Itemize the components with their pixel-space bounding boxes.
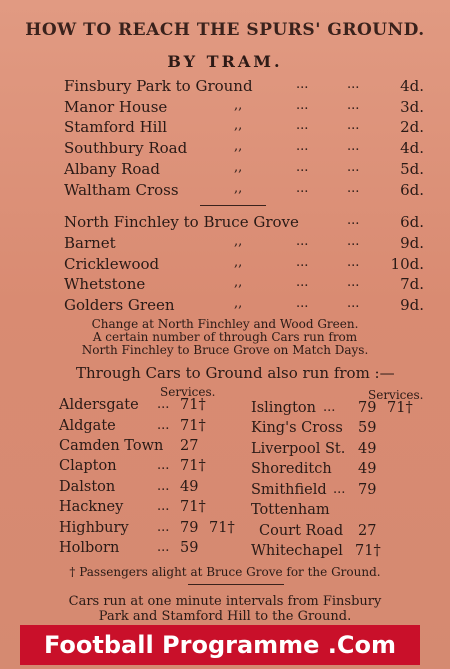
- fare-row: [64, 213, 424, 233]
- route-place: Whetstone: [64, 275, 146, 293]
- service-origin: Shoreditch: [251, 461, 332, 477]
- service-row: [251, 482, 421, 502]
- leader-dots: ...: [296, 77, 309, 92]
- leader-dots: ...: [296, 181, 309, 196]
- service-origin: Court Road: [259, 523, 344, 539]
- fare-row: [64, 160, 424, 180]
- service-number: 79: [180, 520, 199, 536]
- route-place: Golders Green: [64, 296, 175, 314]
- service-origin: King's Cross: [251, 420, 343, 436]
- service-row: [59, 418, 239, 438]
- leader-dots: ...: [157, 540, 170, 555]
- service-row: [251, 441, 421, 461]
- services-label: Services.: [160, 385, 216, 399]
- fare-price: 2d.: [400, 118, 424, 136]
- fare-row: [64, 98, 424, 118]
- leader-dots: ...: [296, 160, 309, 175]
- services-label: Services.: [368, 388, 424, 402]
- leader-dots: ...: [296, 139, 309, 154]
- ditto-mark: ,,: [234, 118, 243, 133]
- route-place: Southbury Road: [64, 139, 188, 157]
- leader-dots: ...: [347, 98, 360, 113]
- fare-price: 4d.: [400, 77, 424, 95]
- service-row: [251, 400, 421, 420]
- service-origin: Smithfield: [251, 482, 327, 498]
- service-origin: Aldersgate: [59, 397, 139, 413]
- leader-dots: ...: [347, 160, 360, 175]
- ditto-mark: ,,: [234, 275, 243, 290]
- route-place: Stamford Hill: [64, 118, 168, 136]
- service-number: 59: [358, 420, 377, 436]
- ditto-mark: ,,: [234, 181, 243, 196]
- service-row: [59, 540, 239, 560]
- service-row: [259, 523, 421, 543]
- leader-dots: ...: [347, 255, 360, 270]
- service-row: [251, 420, 421, 440]
- service-number: 71†: [180, 458, 206, 474]
- route-place: Manor House: [64, 98, 168, 116]
- service-number: 49: [358, 461, 377, 477]
- leader-dots: ...: [347, 234, 360, 249]
- leader-dots: ...: [296, 275, 309, 290]
- footnote: † Passengers alight at Bruce Grove for the Ground.: [69, 565, 381, 579]
- leader-dots: ...: [157, 520, 170, 535]
- service-row: [59, 458, 239, 478]
- fare-price: 9d.: [400, 234, 424, 252]
- change-note-line: North Finchley to Bruce Grove on Match Days.: [81, 343, 369, 357]
- fare-row: [64, 275, 424, 295]
- ditto-mark: ,,: [234, 296, 243, 311]
- fare-row: [64, 255, 424, 275]
- leader-dots: ...: [347, 213, 360, 228]
- leader-dots: ...: [296, 255, 309, 270]
- fare-row: [64, 296, 424, 316]
- closing-note-line: Cars run at one minute intervals from Finsbury: [68, 594, 382, 609]
- fare-price: 7d.: [400, 275, 424, 293]
- page-title: HOW TO REACH THE SPURS' GROUND.: [25, 20, 425, 40]
- service-origin: Islington: [251, 400, 316, 416]
- service-origin: Holborn: [59, 540, 120, 556]
- route-place: Waltham Cross: [64, 181, 179, 199]
- leader-dots: ...: [296, 234, 309, 249]
- service-row: [251, 461, 421, 481]
- leader-dots: ...: [347, 118, 360, 133]
- service-origin: Dalston: [59, 479, 116, 495]
- fare-price: 6d.: [400, 181, 424, 199]
- service-number: 27: [358, 523, 377, 539]
- service-origin: Clapton: [59, 458, 117, 474]
- fare-price: 10d.: [390, 255, 424, 273]
- divider: [188, 584, 284, 585]
- service-row: [251, 543, 421, 563]
- leader-dots: ...: [347, 139, 360, 154]
- leader-dots: ...: [157, 418, 170, 433]
- service-row: [59, 479, 239, 499]
- fare-price: 5d.: [400, 160, 424, 178]
- leader-dots: ...: [157, 397, 170, 412]
- service-number: 71†: [209, 520, 235, 536]
- ditto-mark: ,,: [234, 234, 243, 249]
- service-number: 27: [180, 438, 199, 454]
- fare-price: 4d.: [400, 139, 424, 157]
- service-number: 49: [180, 479, 199, 495]
- service-number: 71†: [180, 397, 206, 413]
- divider: [200, 205, 266, 206]
- ditto-mark: ,,: [234, 160, 243, 175]
- leader-dots: ...: [296, 296, 309, 311]
- fare-row: [64, 77, 424, 97]
- service-row: [59, 520, 239, 540]
- fare-price: 3d.: [400, 98, 424, 116]
- service-row: [59, 438, 239, 458]
- leader-dots: ...: [323, 400, 336, 415]
- service-number: 71†: [180, 499, 206, 515]
- service-origin: Liverpool St.: [251, 441, 346, 457]
- fare-row: [64, 181, 424, 201]
- leader-dots: ...: [157, 499, 170, 514]
- service-row: [59, 397, 239, 417]
- closing-note-line: Park and Stamford Hill to the Ground.: [98, 609, 352, 624]
- through-cars-heading: Through Cars to Ground also run from :—: [76, 364, 395, 382]
- leader-dots: ...: [296, 118, 309, 133]
- fare-price: 6d.: [400, 213, 424, 231]
- ditto-mark: ,,: [234, 139, 243, 154]
- service-origin: Camden Town: [59, 438, 164, 454]
- fare-row: [64, 139, 424, 159]
- service-origin: Tottenham: [251, 502, 330, 518]
- service-number: 71†: [387, 400, 413, 416]
- service-number: 59: [180, 540, 199, 556]
- fare-price: 9d.: [400, 296, 424, 314]
- change-note-line: A certain number of through Cars run from: [92, 330, 358, 344]
- route-place: Barnet: [64, 234, 116, 252]
- ditto-mark: ,,: [234, 255, 243, 270]
- leader-dots: ...: [347, 77, 360, 92]
- route-place: Finsbury Park to Ground: [64, 77, 253, 95]
- service-origin: Highbury: [59, 520, 129, 536]
- leader-dots: ...: [157, 458, 170, 473]
- service-number: 79: [358, 482, 377, 498]
- service-origin: Whitechapel: [251, 543, 343, 559]
- section-title: BY TRAM.: [167, 52, 283, 71]
- route-place: Albany Road: [64, 160, 160, 178]
- leader-dots: ...: [296, 98, 309, 113]
- leader-dots: ...: [347, 275, 360, 290]
- service-origin: Aldgate: [59, 418, 116, 434]
- watermark-banner: Football Programme .Com: [20, 625, 420, 665]
- service-number: 71†: [180, 418, 206, 434]
- route-place: Cricklewood: [64, 255, 160, 273]
- service-number: 49: [358, 441, 377, 457]
- closing-note: [0, 594, 450, 624]
- ditto-mark: ,,: [234, 98, 243, 113]
- service-row: [59, 499, 239, 519]
- service-number: 71†: [355, 543, 381, 559]
- fare-row: [64, 234, 424, 254]
- leader-dots: ...: [157, 479, 170, 494]
- change-note-line: Change at North Finchley and Wood Green.: [91, 317, 359, 331]
- leader-dots: ...: [333, 482, 346, 497]
- service-origin: Hackney: [59, 499, 124, 515]
- service-number: 79: [358, 400, 377, 416]
- fare-row: [64, 118, 424, 138]
- leader-dots: ...: [347, 181, 360, 196]
- service-row: [251, 502, 421, 522]
- route-place: North Finchley to Bruce Grove: [64, 213, 299, 231]
- leader-dots: ...: [347, 296, 360, 311]
